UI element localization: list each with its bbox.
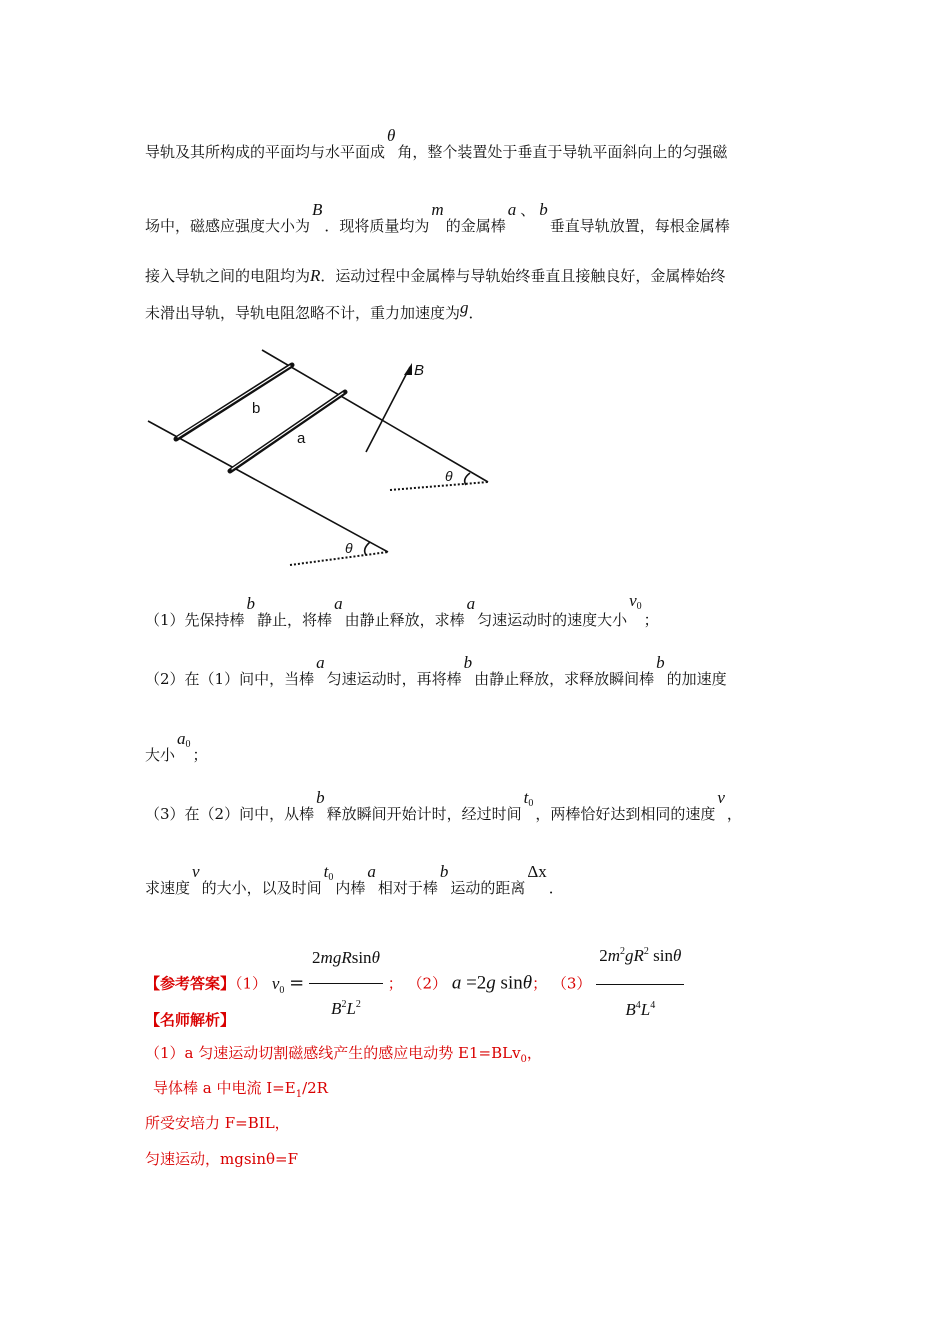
answer-1-formula: $\frac{\text{2mgRsinθ}}{B^2L^2}$ [309, 934, 383, 1036]
upper-horizontal-dotted [390, 482, 488, 490]
label-rod-b: b [252, 400, 261, 417]
symbol-a0: a0 [177, 729, 191, 750]
question-3-line-1: （3）在（2）问中，从棒b释放瞬间开始计时，经过时间t0，两棒恰好达到相同的速度v， [145, 788, 742, 823]
symbol-g: g [460, 298, 469, 317]
label-rod-a: a [297, 430, 306, 447]
symbol-t0: t0 [523, 788, 534, 809]
field-arrow-line [366, 367, 410, 452]
problem-line-2: 场中，磁感应强度大小为B．现将质量均为m的金属棒a 、 b垂直导轨放置，每根金属棒 [145, 200, 730, 235]
problem-line-1: 导轨及其所构成的平面均与水平面成θ角，整个装置处于垂直于导轨平面斜向上的匀强磁 [145, 126, 728, 161]
question-3-line-2: 求速度v的大小，以及时间t0内棒a相对于棒b运动的距离Δx． [145, 862, 564, 897]
question-2-line-2: 大小a0； [145, 729, 208, 764]
problem-line-3: 接入导轨之间的电阻均为R．运动过程中金属棒与导轨始终垂直且接触良好，金属棒始终 [145, 266, 726, 285]
label-angle-lower: θ [345, 540, 353, 556]
lower-angle-arc [365, 542, 370, 555]
upper-rail [262, 350, 488, 482]
symbol-m: m [431, 200, 444, 219]
label-field-B: B [414, 362, 425, 379]
problem-line-4: 未滑出导轨，导轨电阻忽略不计，重力加速度为g． [145, 298, 484, 322]
analysis-line-4: 匀速运动，mgsinθ=F [145, 1150, 298, 1168]
symbol-a: a [507, 200, 517, 219]
answer-tag: 【参考答案】 [145, 974, 236, 993]
inclined-rails-figure [140, 345, 510, 585]
analysis-tag: 【名师解析】 [145, 1011, 236, 1029]
analysis-line-1: （1）a 匀速运动切割磁感线产生的感应电动势 E1=BLv$_0$， [145, 1044, 542, 1065]
symbol-v0: v0 [629, 591, 642, 612]
answer-line: 【参考答案】（1） $v_0$ = $\frac{\text{2mgRsinθ}}{B^2L^2}$ ； （2） a =2g sinθ； （3） $\frac{2m^2gR^2 \sin\theta}{B^4L^4}$ [145, 932, 684, 980]
field-arrow-head [404, 363, 412, 375]
analysis-line-2: 导体棒 a 中电流 $I=E_1/2R$ [153, 1079, 328, 1100]
symbol-theta: θ [387, 126, 396, 145]
lower-rail [148, 421, 388, 552]
lower-horizontal-dotted [290, 552, 388, 565]
label-angle-upper: θ [445, 468, 453, 484]
symbol-B: B [312, 200, 323, 219]
answer-3-formula: $\frac{2m^2gR^2 \sin\theta}{B^4L^4}$ [596, 932, 684, 1037]
analysis-line-3: 所受安培力 F=BIL， [145, 1114, 290, 1132]
question-2-line-1: （2）在（1）问中，当棒a匀速运动时，再将棒b由静止释放，求释放瞬间棒b的加速度 [145, 653, 727, 688]
symbol-delta-x: Δx [527, 862, 547, 881]
symbol-b: b [539, 200, 548, 219]
symbol-R: R [310, 266, 321, 285]
answer-2-formula: a =2g sinθ [451, 972, 533, 994]
question-1: （1）先保持棒b静止，将棒a由静止释放，求棒a匀速运动时的速度大小v0； [145, 591, 659, 629]
